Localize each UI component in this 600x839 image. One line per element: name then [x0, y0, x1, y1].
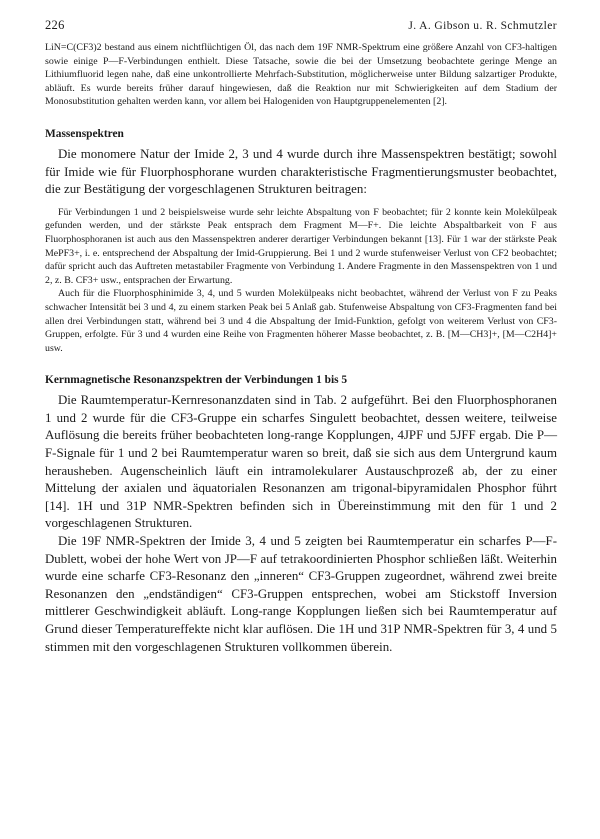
- mass-spectra-detail-paragraph-2: Auch für die Fluorphosphinimide 3, 4, und 5 wurden Molekülpeaks nicht beobachtet, während der Verlust von F zu Peaks schwacher Intensität bei 3 und 4, zu einem starken Peak bei 5 Anlaß gab. Stufenweise Abspaltung von CF3-Fragmenten fand bei allen drei Verbindungen statt, während bei 3 und 4 die Abspaltung der Imid-Funktion, gefolgt von weiterem Verlust von CF3-Gruppen, erfolgte. Für 3 und 4 wurden eine Reihe von Fragmenten höherer Masse beobachtet, z. B. [M—CH3]+, [M—C2H4]+ usw.: [45, 288, 557, 354]
- section-heading-mass-spectra: Massenspektren: [45, 127, 124, 140]
- running-authors: J. A. Gibson u. R. Schmutzler: [408, 20, 557, 32]
- nmr-paragraph-1: Die Raumtemperatur-Kernresonanzdaten sind in Tab. 2 aufgeführt. Bei den Fluorphosphoranen 1 und 2 wurde für die CF3-Gruppe ein scharfes Singulett beobachtet, dessen weitere, teilweise Auflösung die bereits früher beobachteten long-range Kopplungen, 4JPF und 5JFF ergab. Die P—F-Signale für 1 und 2 bei Raumtemperatur waren so breit, daß sie sich aus dem Untergrund kaum herausheben. Augenscheinlich läuft ein intramolekularer Austauschprozeß ab, der zu einer Mittelung der axialen und äquatorialen Resonanzen am trigonal-bipyramidalen Phosphor führt [14]. 1H und 31P NMR-Spektren befinden sich in Übereinstimmung mit den für 1 und 2 vorgeschlagenen Strukturen.: [45, 393, 557, 531]
- page-number: 226: [45, 18, 65, 32]
- mass-spectra-lead-paragraph: Die monomere Natur der Imide 2, 3 und 4 wurde durch ihre Massenspektren bestätigt; sowohl für Imide wie für Fluorphosphorane wurden charakteristische Fragmentierungsmuster beobachtet, die zur Bestätigung der vorgeschlagenen Strukturen beitragen:: [45, 146, 557, 197]
- mass-spectra-detail-paragraph-1: Für Verbindungen 1 und 2 beispielsweise wurde sehr leichte Abspaltung von F beobachtet; für 2 konnte kein Molekülpeak gefunden werden, und der stärkste Peak entsprach dem Fragment M—F+. Die leichte Abspaltbarkeit von F aus Fluorphosphoranen ist auch aus den Massenspektren anderer derartiger Verbindungen bekannt [13]. Für 1 war der stärkste Peak MePF3+, i. e. entsprechend der Abspaltung der Imid-Gruppierung. Bei 1 und 2 wurde stufenweiser Verlust von CF2 beobachtet; dafür spricht auch das Auftreten metastabiler Fragmente von Verbindung 1. Andere Fragmente in den Massenspektren von 1 und 2, z. B. CF3+ usw., entsprachen der Erwartung.: [45, 206, 557, 286]
- running-header: [45, 18, 557, 33]
- section-heading-nmr: Kernmagnetische Resonanzspektren der Verbindungen 1 bis 5: [45, 374, 348, 387]
- journal-page: [45, 18, 557, 656]
- nmr-paragraph-2: Die 19F NMR-Spektren der Imide 3, 4 und 5 zeigten bei Raumtemperatur ein scharfes P—F-Dublett, wobei der hohe Wert von JP—F auf tetrakoordinierten Phosphor schließen läßt. Weiterhin wurde eine scharfe CF3-Resonanz den „inneren“ CF3-Gruppen zugeordnet, während zwei breite Resonanzen den „endständigen“ CF3-Gruppen entsprechen, wobei am Stickstoff Inversion mittlerer Geschwindigkeit abläuft. Long-range Kopplungen ließen sich bei Raumtemperatur auf Grund dieser Temperatureffekte nicht klar auflösen. Die 1H und 31P NMR-Spektren für 3, 4 und 5 stimmen mit den vorgeschlagenen Strukturen vollkommen überein.: [45, 534, 557, 654]
- intro-paragraph: LiN=C(CF3)2 bestand aus einem nichtflüchtigen Öl, das nach dem 19F NMR-Spektrum eine größere Anzahl von CF3-haltigen sowie einige P—F-Verbindungen enthielt. Diese Tatsache, sowie die bei der Umsetzung beobachtete geringe Menge an Lithiumfluorid legen nahe, daß eine unkontrollierte Mehrfach-Substitution, möglicherweise unter Bildung salzartiger Produkte, abläuft. Es wurde bereits früher darauf hingewiesen, daß die Reaktion nur mit Schwierigkeiten auf dem Stadium der Monosubstitution gehalten werden kann, vor allem bei Halogeniden von Hauptgruppenelementen [2].: [45, 42, 557, 108]
